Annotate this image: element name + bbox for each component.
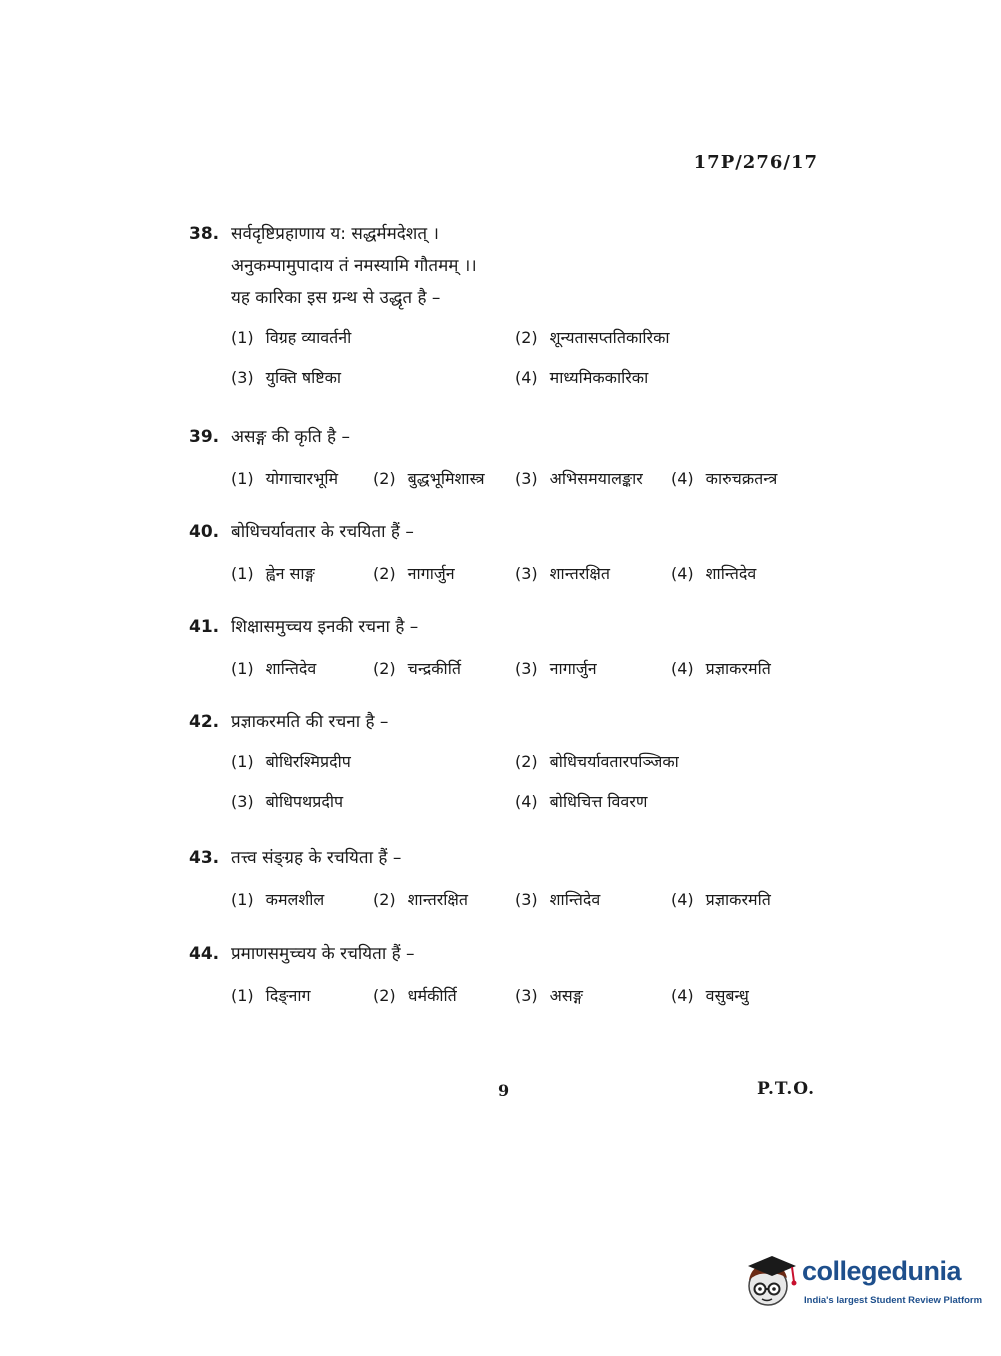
student-mascot-icon (742, 1252, 798, 1312)
option-1: (1) विग्रह व्यावर्तनी (231, 328, 352, 347)
question-stem: तत्त्व संङ्ग्रह के रचयिता हैं – (231, 848, 402, 868)
option-4: (4) शान्तिदेव (671, 564, 757, 583)
question-number: 43. (189, 848, 220, 868)
question-number: 40. (189, 522, 220, 542)
option-3: (3) शान्तरक्षित (515, 564, 611, 583)
option-4: (4) प्रज्ञाकरमति (671, 890, 771, 909)
option-3: (3) शान्तिदेव (515, 890, 601, 909)
question-39 (189, 421, 829, 495)
paper-code: 17P/276/17 (693, 152, 818, 173)
question-number: 42. (189, 712, 220, 732)
question-stem: सर्वदृष्टिप्रहाणाय य: सद्धर्ममदेशत् । (231, 224, 439, 244)
option-2: (2) चन्द्रकीर्ति (373, 659, 461, 678)
option-4: (4) कारुचक्रतन्त्र (671, 469, 778, 488)
option-2: (2) बोधिचर्यावतारपञ्जिका (515, 752, 679, 771)
question-number: 38. (189, 224, 220, 244)
question-stem-line: अनुकम्पामुपादाय तं नमस्यामि गौतमम् ।। (231, 256, 477, 276)
pto-label: P.T.O. (757, 1079, 815, 1099)
brand-tagline: India's largest Student Review Platform (804, 1295, 983, 1306)
option-1: (1) बोधिरश्मिप्रदीप (231, 752, 351, 771)
option-3: (3) नागार्जुन (515, 659, 597, 678)
question-40 (189, 516, 829, 590)
question-stem-line: यह कारिका इस ग्रन्थ से उद्धृत है – (231, 288, 441, 308)
option-1: (1) दिङ्नाग (231, 986, 311, 1005)
question-stem: प्रमाणसमुच्चय के रचयिता हैं – (231, 944, 415, 964)
option-3: (3) बोधिपथप्रदीप (231, 792, 344, 811)
option-3: (3) असङ्ग (515, 986, 583, 1005)
option-4: (4) माध्यमिककारिका (515, 368, 649, 387)
question-stem: शिक्षासमुच्चय इनकी रचना है – (231, 617, 419, 637)
option-4: (4) वसुबन्धु (671, 986, 749, 1005)
option-2: (2) बुद्धभूमिशास्त्र (373, 469, 485, 488)
option-4: (4) बोधिचित्त विवरण (515, 792, 648, 811)
question-number: 44. (189, 944, 220, 964)
question-number: 41. (189, 617, 220, 637)
option-1: (1) योगाचारभूमि (231, 469, 339, 488)
question-41 (189, 611, 829, 685)
page-number: 9 (498, 1081, 510, 1100)
collegedunia-watermark (742, 1248, 983, 1316)
option-1: (1) शान्तिदेव (231, 659, 317, 678)
option-4: (4) प्रज्ञाकरमति (671, 659, 771, 678)
option-2: (2) शान्तरक्षित (373, 890, 469, 909)
question-stem: प्रज्ञाकरमति की रचना है – (231, 712, 389, 732)
option-2: (2) नागार्जुन (373, 564, 455, 583)
question-38 (189, 218, 829, 394)
option-1: (1) कमलशील (231, 890, 325, 909)
question-stem: बोधिचर्यावतार के रचयिता हैं – (231, 522, 414, 542)
question-44 (189, 938, 829, 1012)
option-2: (2) शून्यतासप्ततिकारिका (515, 328, 670, 347)
option-3: (3) युक्ति षष्टिका (231, 368, 342, 387)
question-43 (189, 842, 829, 916)
option-3: (3) अभिसमयालङ्कार (515, 469, 643, 488)
option-1: (1) ह्वेन साङ्ग (231, 564, 315, 583)
question-stem: असङ्ग की कृति है – (231, 427, 350, 447)
option-2: (2) धर्मकीर्ति (373, 986, 457, 1005)
question-number: 39. (189, 427, 220, 447)
question-42 (189, 706, 829, 818)
brand-name: collegedunia (802, 1256, 962, 1286)
